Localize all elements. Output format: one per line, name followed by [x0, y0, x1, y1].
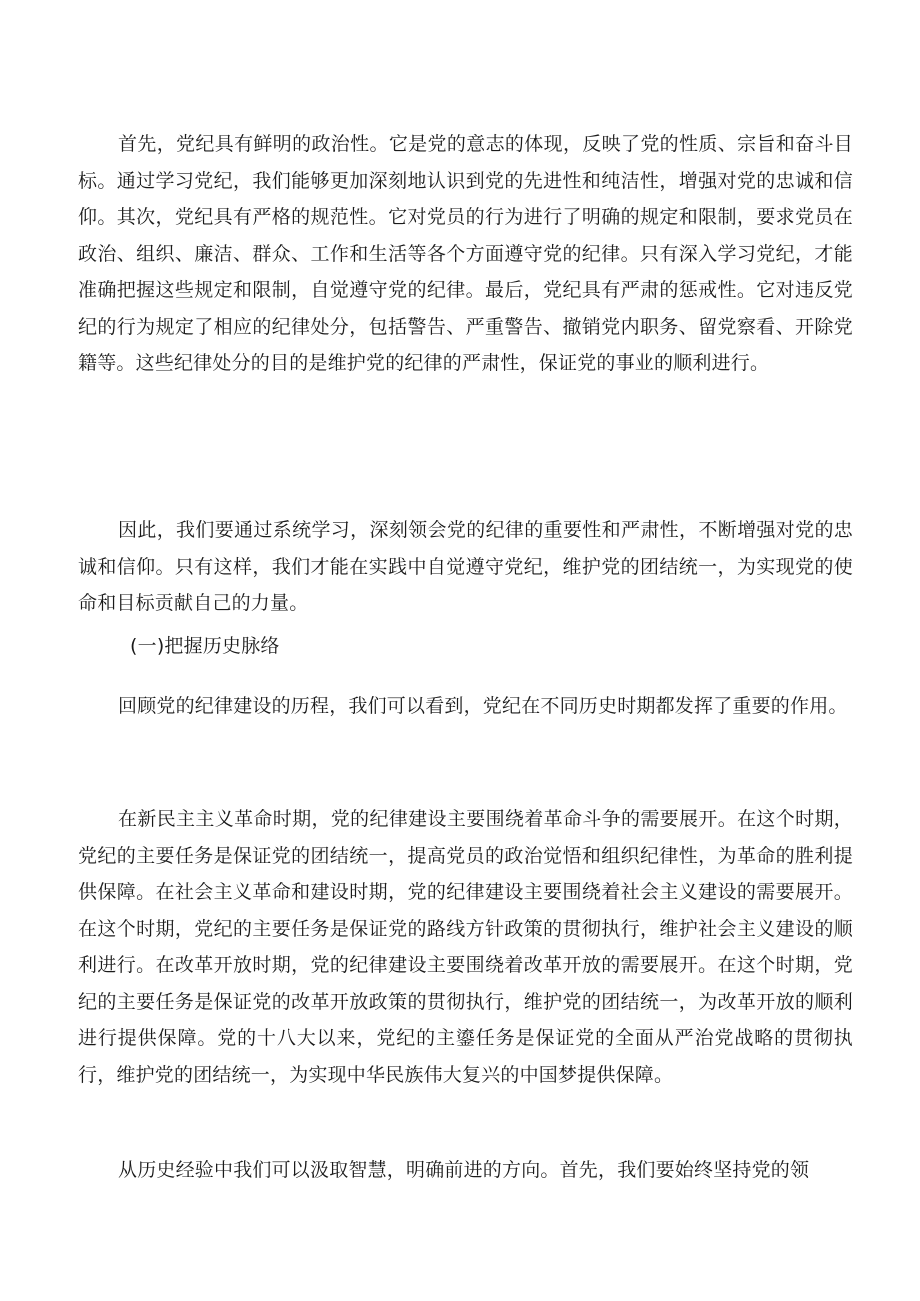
- paragraph-historical-periods: 在新民主主义革命时期，党的纪律建设主要围绕着革命斗争的需要展开。在这个时期，党纪的主要任务是保证党的团结统一，提高党员的政治觉悟和组织纪律性，为革命的胜利提供保障。在社会主义革命和建设时期，党的纪律建设主要围绕着社会主义建设的需要展开。在这个时期，党纪的主要任务是保证党的路线方针政策的贯彻执行，维护社会主义建设的顺利进行。在改革开放时期，党的纪律建设主要围绕着改革开放的需要展开。在这个时期，党纪的主要任务是保证党的改革开放政策的贯彻执行，维护党的团结统一，为改革开放的顺利进行提供保障。党的十八大以来，党纪的主鎏任务是保证党的全面从严治党战略的贯彻执行，维护党的团结统一，为实现中华民族伟大复兴的中国梦提供保障。: [78, 808, 853, 1086]
- paragraph-lessons: 从历史经验中我们可以汲取智慧，明确前进的方向。首先，我们要始终坚持党的领: [118, 1159, 810, 1181]
- paragraph-therefore: 因此，我们要通过系统学习，深刻领会党的纪律的重要性和严肃性，不断增强对党的忠诚和信仰。只有这样，我们才能在实践中自觉遵守党纪，维护党的团结统一，为实现党的使命和目标贡献自己的力量。: [78, 519, 853, 614]
- section-heading: (一)把握历史脉络: [130, 635, 280, 657]
- paragraph-party-discipline-traits: 首先，党纪具有鲜明的政治性。它是党的意志的体现，反映了党的性质、宗旨和奋斗目标。通过学习党纪，我们能够更加深刻地认识到党的先进性和纯洁性，增强对党的忠诚和信仰。其次，党纪具有严格的规范性。它对党员的行为进行了明确的规定和限制，要求党员在政治、组织、廉洁、群众、工作和生活等各个方面遵守党的纪律。只有深入学习党纪，才能准确把握这些规定和限制，自觉遵守党的纪律。最后，党纪具有严肃的惩戒性。它对违反党纪的行为规定了相应的纪律处分，包括警告、严重警告、撤销党内职务、留党察看、开除党籍等。这些纪律处分的目的是维护党的纪律的严肃性，保证党的事业的顺利进行。: [78, 133, 853, 374]
- paragraph-review-history: 回顾党的纪律建设的历程，我们可以看到，党纪在不同历史时期都发挥了重要的作用。: [118, 695, 848, 717]
